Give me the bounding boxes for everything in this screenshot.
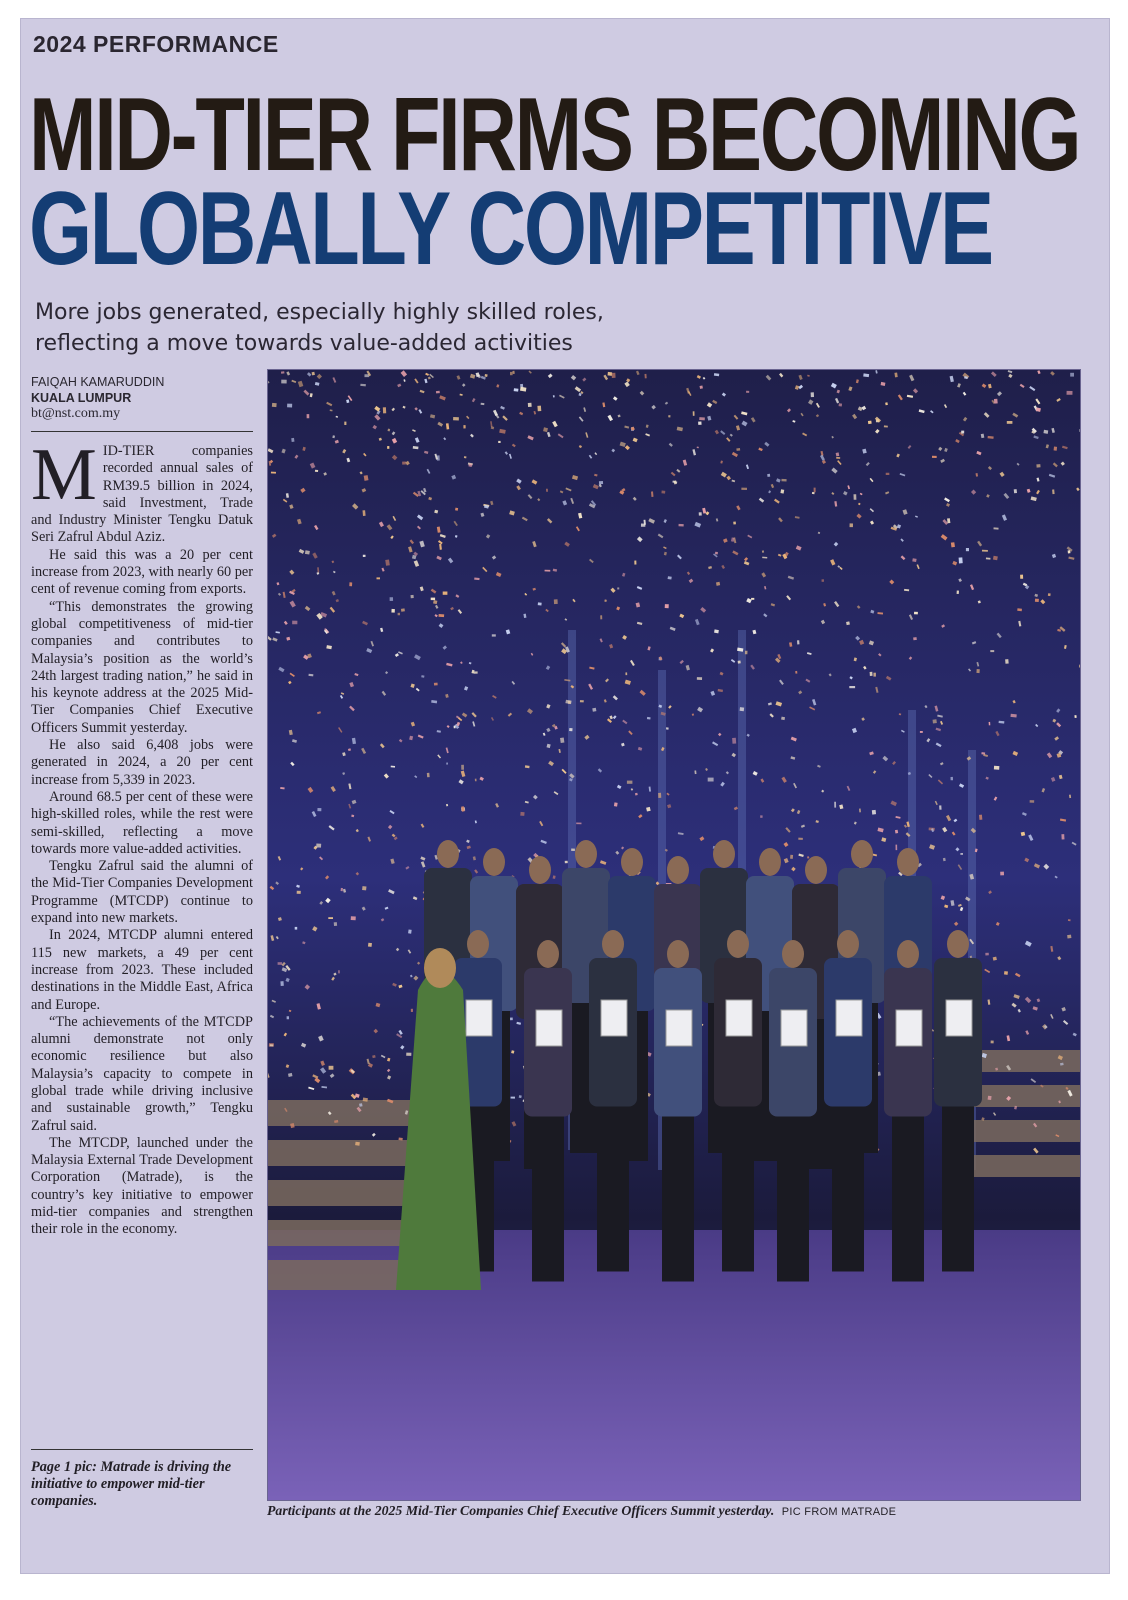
photo-caption [267,1503,1087,1519]
article-paragraph: “The achievements of the MTCDP alumni demonstrate not only economic resilience but also Malaysia’s capacity to compete in global trade while driving inclusive and sustainable growth,” Tengku Zafrul said. [31,1013,253,1134]
byline-location: KUALA LUMPUR [31,390,132,405]
newspaper-page [20,18,1110,1574]
article-paragraph: He said this was a 20 per cent increase from 2023, with nearly 60 per cent of revenue coming from exports. [31,546,253,598]
byline [31,375,261,422]
page1-photo-note: Page 1 pic: Matrade is driving the initiative to empower mid-tier companies. [31,1459,232,1509]
article-paragraph: “This demonstrates the growing global competitiveness of mid-tier companies and contributes to Malaysia’s position as the world’s 24th largest trading nation,” he said in his keynote address at the 2025 Mid-Tier Companies Chief Executive Officers Summit yesterday. [31,598,253,736]
standfirst-line-1: More jobs generated, especially highly skilled roles, [35,300,604,325]
standfirst [35,297,795,359]
standfirst-line-2: reflecting a move towards value-added activities [35,331,573,356]
headline-line-2: GLOBALLY COMPETITIVE [29,171,992,287]
article-paragraph: Around 68.5 per cent of these were high-skilled roles, while the rest were semi-skilled, reflecting a move towards more value-added activities. [31,788,253,857]
event-photo-illustration [268,370,1080,1500]
article-paragraph: Tengku Zafrul said the alumni of the Mid-Tier Companies Development Programme (MTCDP) continue to expand into new markets. [31,858,253,927]
note-divider [31,1449,253,1450]
article-paragraph: He also said 6,408 jobs were generated in 2024, a 20 per cent increase from 5,339 in 2023. [31,737,253,788]
photo-caption-text: Participants at the 2025 Mid-Tier Companies Chief Executive Officers Summit yesterday. [267,1503,775,1518]
article-paragraph: MID-TIER companies recorded annual sales of RM39.5 billion in 2024, said Investment, Trade and Industry Minister Tengku Datuk Seri Zafrul Abdul Aziz. [31,434,253,546]
section-label: 2024 PERFORMANCE [33,31,279,57]
article-paragraph: The MTCDP, launched under the Malaysia External Trade Development Corporation (Matrade), is the country’s key initiative to empower mid-tier companies and strengthen their role in the economy. [31,1134,253,1238]
byline-author: FAIQAH KAMARUDDIN [31,375,165,389]
article-paragraph: In 2024, MTCDP alumni entered 115 new markets, a 49 per cent increase from 2023. These included destinations in the Middle East, Africa and Europe. [31,927,253,1013]
article-body [31,434,253,1239]
drop-cap: M [31,434,97,516]
byline-divider [31,431,253,432]
byline-email: bt@nst.com.my [31,406,121,421]
photo-credit: PIC FROM MATRADE [781,1506,897,1518]
headline-line-1: MID-TIER FIRMS BECOMING [29,77,1080,193]
event-photo [267,369,1081,1501]
